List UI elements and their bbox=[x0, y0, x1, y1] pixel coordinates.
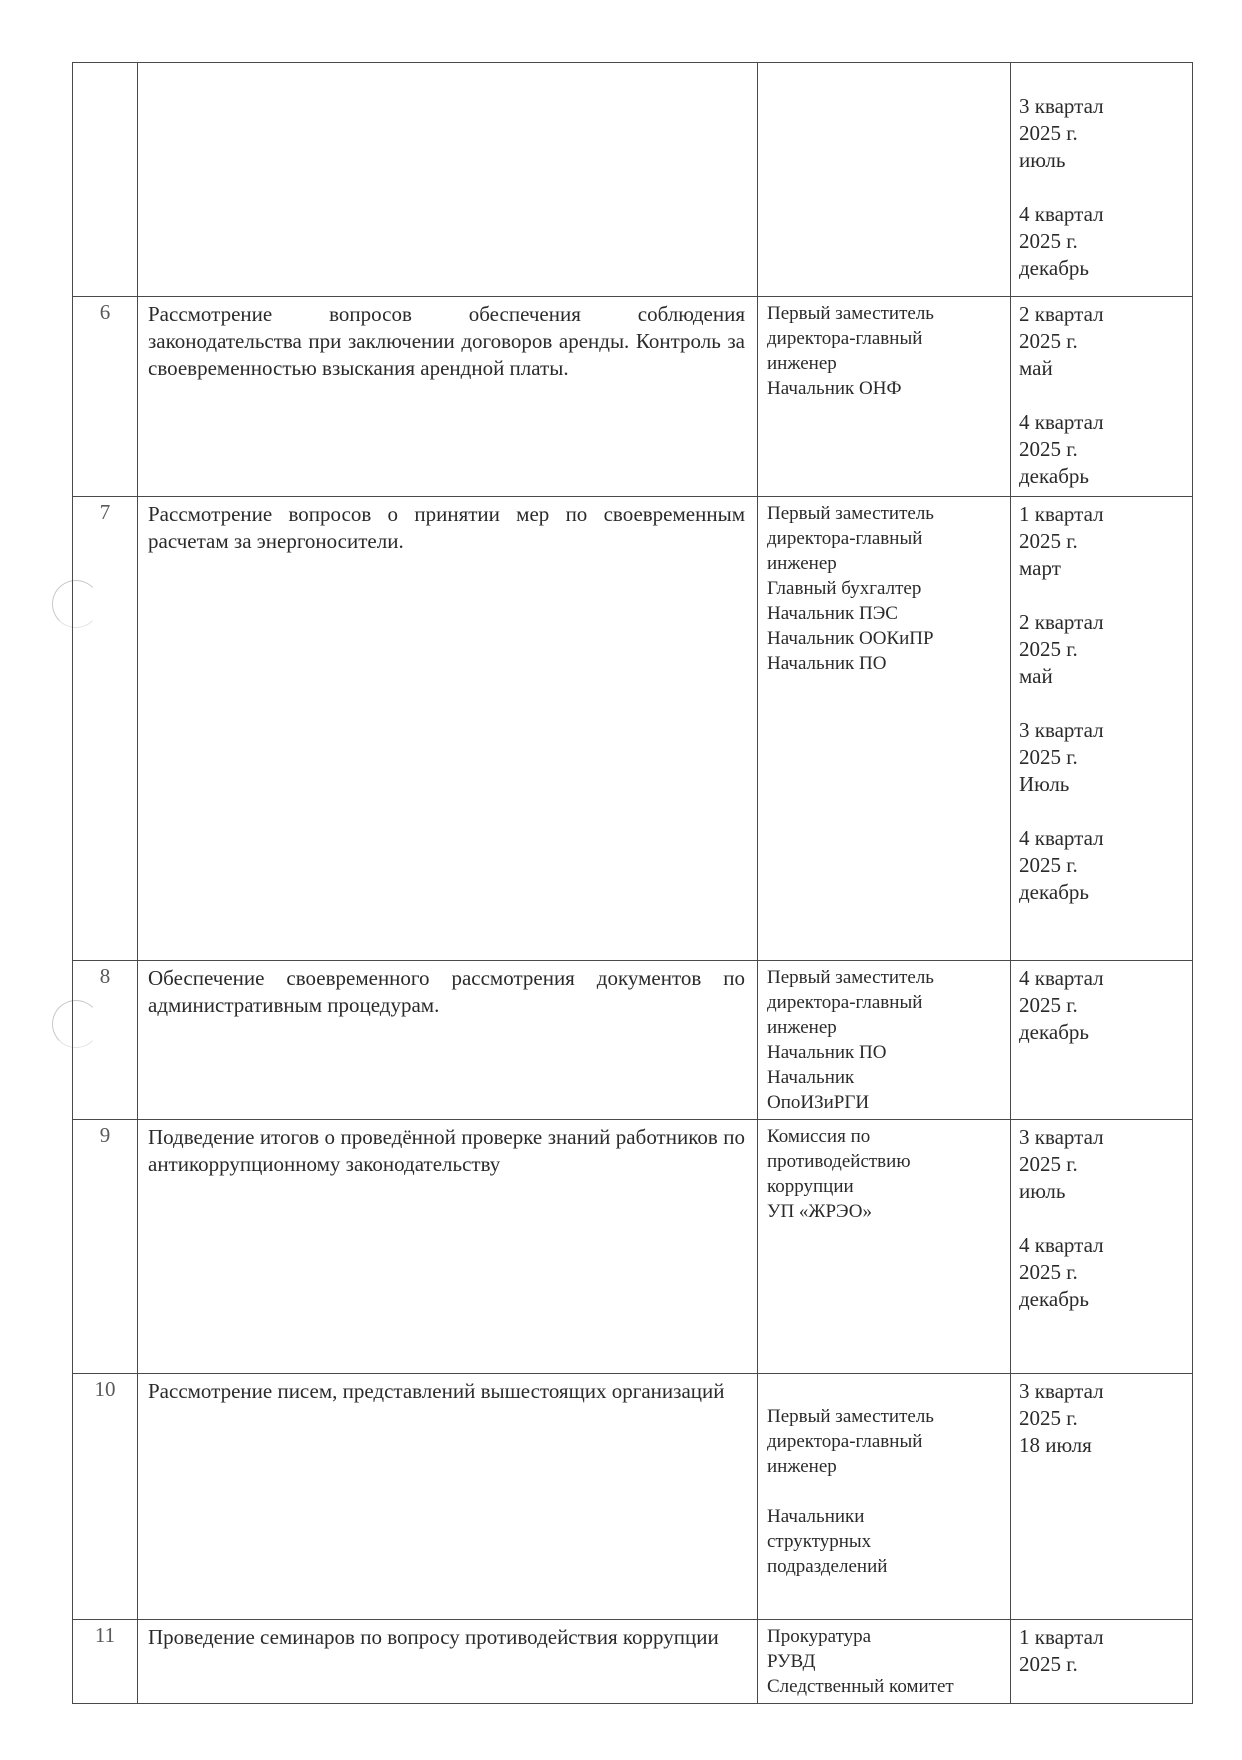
responsible-line: Прокуратура bbox=[767, 1626, 872, 1647]
table-row bbox=[73, 1120, 1193, 1374]
row-responsible-cell bbox=[758, 1620, 1011, 1704]
responsible-group bbox=[767, 1124, 1002, 1224]
deadline-line: июль bbox=[1019, 1179, 1066, 1203]
deadline-line: 18 июля bbox=[1019, 1433, 1092, 1457]
responsible-line: Начальник ПЭС bbox=[767, 603, 898, 624]
deadline-block bbox=[1019, 409, 1184, 490]
row-responsible-cell bbox=[758, 961, 1011, 1120]
deadline-line: 2025 г. bbox=[1019, 437, 1078, 461]
deadline-line: декабрь bbox=[1019, 880, 1089, 904]
responsible-line: Первый заместитель bbox=[767, 303, 934, 324]
deadline-block bbox=[1019, 1378, 1184, 1459]
responsible-line: Комиссия по bbox=[767, 1126, 871, 1147]
deadline-line: 1 квартал bbox=[1019, 502, 1104, 526]
deadline-block bbox=[1019, 1232, 1184, 1313]
row-number: 6 bbox=[73, 297, 138, 497]
plan-table bbox=[72, 62, 1193, 1704]
table-row bbox=[73, 297, 1193, 497]
deadline-line: декабрь bbox=[1019, 464, 1089, 488]
responsible-line: Первый заместитель bbox=[767, 1406, 934, 1427]
row-description: Обеспечение своевременного рассмотрения документов по административным процедурам. bbox=[148, 966, 745, 1017]
row-deadline-cell bbox=[1011, 1120, 1193, 1374]
deadline-line: 2 квартал bbox=[1019, 302, 1104, 326]
row-deadline-cell bbox=[1011, 961, 1193, 1120]
responsible-line: директора-главный bbox=[767, 992, 923, 1013]
deadline-line: 4 квартал bbox=[1019, 826, 1104, 850]
row-deadline-cell bbox=[1011, 297, 1193, 497]
responsible-line: директора-главный bbox=[767, 528, 923, 549]
row-description-cell bbox=[138, 961, 758, 1120]
row-number: 7 bbox=[73, 497, 138, 961]
responsible-line: инженер bbox=[767, 353, 837, 374]
deadline-line: июль bbox=[1019, 148, 1066, 172]
row-description: Подведение итогов о проведённой проверке знаний работников по антикоррупционному законодательству bbox=[148, 1125, 745, 1176]
table-row bbox=[73, 1620, 1193, 1704]
responsible-group bbox=[767, 965, 1002, 1115]
row-responsible-cell bbox=[758, 63, 1011, 297]
responsible-line: Начальник ПО bbox=[767, 1042, 887, 1063]
responsible-line: Главный бухгалтер bbox=[767, 578, 922, 599]
responsible-line: директора-главный bbox=[767, 328, 923, 349]
deadline-line: 2025 г. bbox=[1019, 229, 1078, 253]
responsible-group bbox=[767, 501, 1002, 676]
responsible-line: коррупции bbox=[767, 1176, 854, 1197]
deadline-line: 2025 г. bbox=[1019, 993, 1078, 1017]
deadline-line: май bbox=[1019, 664, 1053, 688]
responsible-line: Начальник ПО bbox=[767, 653, 887, 674]
deadline-line: 2 квартал bbox=[1019, 610, 1104, 634]
responsible-line: структурных bbox=[767, 1531, 872, 1552]
row-description-cell bbox=[138, 297, 758, 497]
responsible-line: Начальник ОНФ bbox=[767, 378, 902, 399]
deadline-line: 2025 г. bbox=[1019, 529, 1078, 553]
deadline-line: 2025 г. bbox=[1019, 1652, 1078, 1676]
table-row bbox=[73, 961, 1193, 1120]
row-description: Проведение семинаров по вопросу противодействия коррупции bbox=[148, 1625, 719, 1649]
row-responsible-cell bbox=[758, 497, 1011, 961]
row-number: 9 bbox=[73, 1120, 138, 1374]
row-number: 11 bbox=[73, 1620, 138, 1704]
deadline-line: 4 квартал bbox=[1019, 1233, 1104, 1257]
deadline-line: декабрь bbox=[1019, 1287, 1089, 1311]
deadline-line: март bbox=[1019, 556, 1061, 580]
deadline-line: 4 квартал bbox=[1019, 410, 1104, 434]
deadline-block bbox=[1019, 501, 1184, 582]
deadline-block bbox=[1019, 965, 1184, 1046]
responsible-line: инженер bbox=[767, 553, 837, 574]
row-deadline-cell bbox=[1011, 63, 1193, 297]
responsible-line: противодействию bbox=[767, 1151, 911, 1172]
deadline-block bbox=[1019, 93, 1184, 174]
deadline-line: 1 квартал bbox=[1019, 1625, 1104, 1649]
responsible-group bbox=[767, 1624, 1002, 1699]
deadline-block bbox=[1019, 1624, 1184, 1678]
row-description: Рассмотрение писем, представлений вышестоящих организаций bbox=[148, 1379, 725, 1403]
row-deadline-cell bbox=[1011, 1374, 1193, 1620]
row-number bbox=[73, 63, 138, 297]
responsible-line: Следственный комитет bbox=[767, 1676, 954, 1697]
row-description: Рассмотрение вопросов о принятии мер по своевременным расчетам за энергоносители. bbox=[148, 502, 745, 553]
row-deadline-cell bbox=[1011, 497, 1193, 961]
deadline-line: 2025 г. bbox=[1019, 329, 1078, 353]
row-responsible-cell bbox=[758, 1120, 1011, 1374]
deadline-line: 3 квартал bbox=[1019, 94, 1104, 118]
deadline-line: Июль bbox=[1019, 772, 1070, 796]
row-responsible-cell bbox=[758, 297, 1011, 497]
deadline-block bbox=[1019, 825, 1184, 906]
row-number: 10 bbox=[73, 1374, 138, 1620]
responsible-line: директора-главный bbox=[767, 1431, 923, 1452]
responsible-line: инженер bbox=[767, 1456, 837, 1477]
responsible-line: Начальник ООКиПР bbox=[767, 628, 934, 649]
deadline-line: 2025 г. bbox=[1019, 1152, 1078, 1176]
row-description: Рассмотрение вопросов обеспечения соблюдения законодательства при заключении договоров аренды. Контроль за своевременностью взыскания арендной платы. bbox=[148, 302, 745, 380]
row-number: 8 bbox=[73, 961, 138, 1120]
deadline-block bbox=[1019, 201, 1184, 282]
deadline-line: 2025 г. bbox=[1019, 745, 1078, 769]
row-description-cell bbox=[138, 1374, 758, 1620]
deadline-line: 2025 г. bbox=[1019, 1406, 1078, 1430]
row-responsible-cell bbox=[758, 1374, 1011, 1620]
deadline-block bbox=[1019, 1124, 1184, 1205]
row-deadline-cell bbox=[1011, 1620, 1193, 1704]
responsible-line: ОпоИЗиРГИ bbox=[767, 1092, 870, 1113]
responsible-group bbox=[767, 1504, 1002, 1579]
row-description-cell bbox=[138, 1120, 758, 1374]
deadline-line: 2025 г. bbox=[1019, 1260, 1078, 1284]
deadline-block bbox=[1019, 609, 1184, 690]
deadline-line: 4 квартал bbox=[1019, 966, 1104, 990]
table-row bbox=[73, 63, 1193, 297]
table-row bbox=[73, 497, 1193, 961]
deadline-line: май bbox=[1019, 356, 1053, 380]
responsible-group bbox=[767, 301, 1002, 401]
responsible-line: УП «ЖРЭО» bbox=[767, 1201, 873, 1222]
deadline-line: 2025 г. bbox=[1019, 121, 1078, 145]
responsible-line: инженер bbox=[767, 1017, 837, 1038]
deadline-block bbox=[1019, 301, 1184, 382]
responsible-line: Начальники bbox=[767, 1506, 865, 1527]
responsible-line: Начальник bbox=[767, 1067, 855, 1088]
deadline-line: декабрь bbox=[1019, 1020, 1089, 1044]
responsible-line: подразделений bbox=[767, 1556, 888, 1577]
deadline-block bbox=[1019, 717, 1184, 798]
row-description-cell bbox=[138, 497, 758, 961]
plan-table-body bbox=[73, 63, 1193, 1704]
deadline-line: 3 квартал bbox=[1019, 1125, 1104, 1149]
row-description-cell bbox=[138, 1620, 758, 1704]
deadline-line: 2025 г. bbox=[1019, 637, 1078, 661]
responsible-group bbox=[767, 1404, 1002, 1479]
responsible-line: Первый заместитель bbox=[767, 967, 934, 988]
deadline-line: 3 квартал bbox=[1019, 718, 1104, 742]
responsible-line: Первый заместитель bbox=[767, 503, 934, 524]
deadline-line: 2025 г. bbox=[1019, 853, 1078, 877]
deadline-line: 4 квартал bbox=[1019, 202, 1104, 226]
table-row bbox=[73, 1374, 1193, 1620]
deadline-line: декабрь bbox=[1019, 256, 1089, 280]
responsible-line: РУВД bbox=[767, 1651, 816, 1672]
row-description-cell bbox=[138, 63, 758, 297]
deadline-line: 3 квартал bbox=[1019, 1379, 1104, 1403]
